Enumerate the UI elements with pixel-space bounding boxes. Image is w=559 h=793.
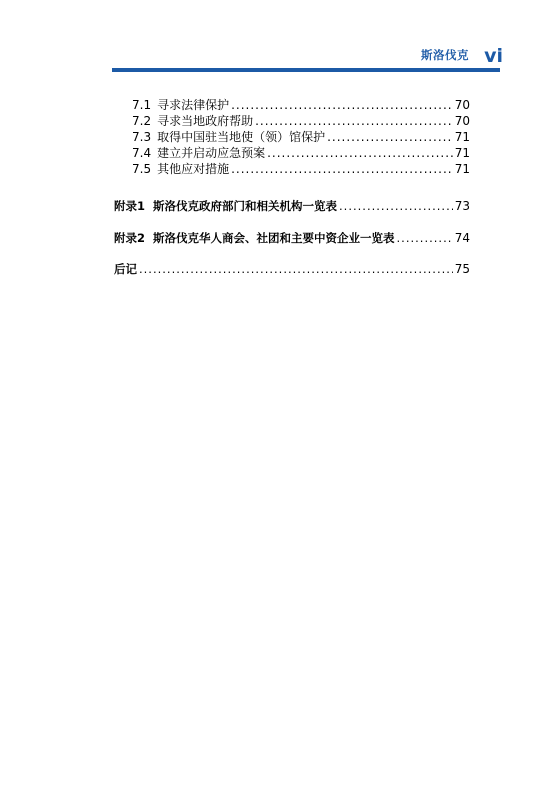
toc-entry-appendix-2[interactable]	[114, 230, 470, 246]
running-header-title: 斯洛伐克	[421, 48, 469, 62]
toc-dot-leader	[267, 145, 453, 161]
toc-entry-number: 7.2	[132, 114, 152, 128]
toc-entry-page: 71	[454, 146, 470, 160]
toc-entry-page: 70	[454, 98, 470, 112]
toc-entry-7-4[interactable]	[114, 145, 470, 161]
toc-entry-page: 71	[454, 130, 470, 144]
toc-entry-title: 其他应对措施	[157, 162, 230, 176]
toc-dot-leader	[255, 113, 453, 129]
toc-entry-number: 7.3	[132, 130, 152, 144]
toc-entry-number: 附录2	[114, 231, 146, 245]
toc-entry-7-2[interactable]	[114, 113, 470, 129]
toc-entry-page: 73	[454, 199, 470, 213]
toc-entry-title: 斯洛伐克政府部门和相关机构一览表	[153, 199, 338, 213]
toc-dot-leader	[339, 198, 453, 214]
toc-entry-page: 70	[454, 114, 470, 128]
toc-spacer	[114, 214, 470, 230]
toc-entry-number: 附录1	[114, 199, 146, 213]
toc-entry-page: 74	[454, 231, 470, 245]
toc-spacer	[114, 246, 470, 261]
toc-entry-number: 7.4	[132, 146, 152, 160]
toc-entry-title: 后记	[114, 262, 137, 276]
toc-entry-title: 建立并启动应急预案	[157, 146, 266, 160]
table-of-contents	[114, 97, 470, 277]
toc-entry-number: 7.1	[132, 98, 152, 112]
toc-entry-appendix-1[interactable]	[114, 198, 470, 214]
header-rule	[112, 68, 500, 72]
toc-entry-7-1[interactable]	[114, 97, 470, 113]
toc-entry-page: 71	[454, 162, 470, 176]
toc-entry-title: 寻求当地政府帮助	[157, 114, 254, 128]
toc-dot-leader	[231, 161, 453, 177]
toc-entry-7-5[interactable]	[114, 161, 470, 177]
toc-spacer	[114, 177, 470, 198]
toc-dot-leader	[327, 129, 453, 145]
toc-entry-title: 取得中国驻当地使（领）馆保护	[157, 130, 326, 144]
page-header	[0, 0, 559, 80]
toc-dot-leader	[139, 261, 453, 277]
toc-entry-7-3[interactable]	[114, 129, 470, 145]
toc-entry-title: 寻求法律保护	[157, 98, 230, 112]
toc-entry-number: 7.5	[132, 162, 152, 176]
toc-entry-title: 斯洛伐克华人商会、社团和主要中资企业一览表	[153, 231, 395, 245]
toc-entry-postscript[interactable]	[114, 261, 470, 277]
page-number: vi	[484, 45, 503, 67]
toc-entry-page: 75	[454, 262, 470, 276]
toc-dot-leader	[231, 97, 453, 113]
toc-dot-leader	[397, 230, 453, 246]
